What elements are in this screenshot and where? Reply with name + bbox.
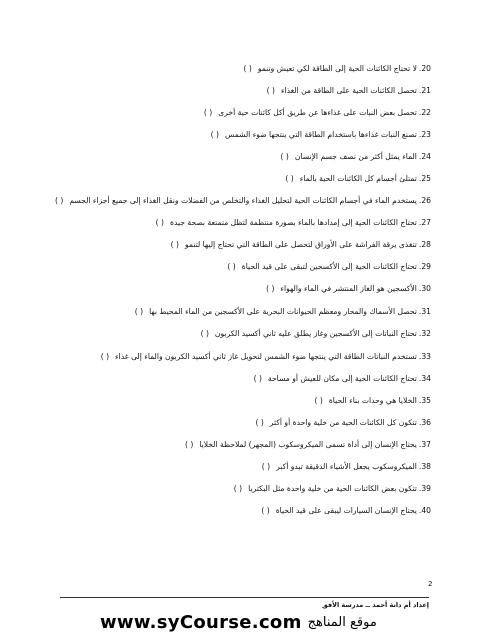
question-text: تحتاج الكائنات الحية إلى الأكسجين لتبقى على قيد الحياة (241, 261, 417, 271)
answer-blank: ( ) (255, 417, 264, 427)
question-item (234, 480, 431, 496)
question-item (262, 458, 431, 474)
answer-blank: ( ) (253, 373, 262, 383)
question-item (55, 192, 431, 208)
watermark-label: موقع المناهج (307, 614, 377, 630)
footer-divider (60, 597, 429, 598)
question-text: تحتاج الكائنات الحية إلى مكان للعيش أو مساحة (267, 373, 417, 383)
question-text: تصنع النبات غذاءها باستخدام الطاقة التي ينتجها ضوء الشمس (225, 129, 417, 139)
answer-blank: ( ) (261, 505, 270, 515)
question-text: يحتاج الإنسان السيارات ليبقى على قيد الحياة (275, 505, 417, 515)
question-number: 30. (418, 283, 431, 293)
question-item (185, 436, 431, 452)
watermark (100, 610, 377, 634)
question-item (267, 82, 431, 98)
question-number: 23. (418, 129, 431, 139)
question-number: 27. (418, 217, 431, 227)
question-item (201, 325, 431, 341)
question-item (211, 126, 431, 142)
answer-blank: ( ) (266, 85, 275, 95)
answer-blank: ( ) (55, 195, 64, 205)
answer-blank: ( ) (314, 395, 323, 405)
question-text: الخلايا هي وحدات بناء الحياة (328, 395, 417, 405)
answer-blank: ( ) (134, 306, 144, 316)
question-item (280, 148, 431, 164)
question-number: 26. (418, 195, 431, 205)
question-item (204, 104, 431, 120)
answer-blank: ( ) (243, 63, 252, 73)
question-item (255, 414, 431, 430)
question-number: 33. (418, 351, 431, 361)
answer-blank: ( ) (280, 151, 289, 161)
question-item (156, 214, 431, 230)
question-number: 22. (418, 107, 431, 117)
question-item (244, 60, 431, 76)
question-text: تمتلئ أجسام كل الكائنات الحية بالماء (299, 173, 417, 183)
answer-blank: ( ) (200, 328, 209, 338)
question-text: تتكون بعض الكائنات الحية من خلية واحدة مثل البكتريا (248, 483, 417, 493)
question-number: 20. (418, 63, 431, 73)
question-number: 29. (418, 261, 431, 271)
question-number: 32. (418, 328, 431, 338)
question-text: تستخدم النباتات الطاقة التي ينتجها ضوء الشمس لتحويل غاز ثاني أكسيد الكربون والماء إلى غذاء (115, 351, 417, 361)
question-number: 37. (418, 439, 431, 449)
question-item (266, 280, 431, 296)
question-text: يحتاج الإنسان إلى أداة تسمى الميكروسكوب (المجهر) لملاحظة الخلايا (199, 439, 417, 449)
question-number: 40. (418, 505, 431, 515)
question-item (171, 236, 431, 252)
question-number: 25. (418, 173, 431, 183)
question-item (314, 392, 431, 408)
page-number: 2 (428, 580, 433, 588)
answer-blank: ( ) (155, 217, 164, 227)
answer-blank: ( ) (203, 107, 213, 117)
question-item (135, 303, 431, 319)
answer-blank: ( ) (266, 283, 275, 293)
answer-blank: ( ) (100, 351, 110, 361)
question-text: تحصل الأسماك والمحار ومعظم الحيوانات البحرية على الأكسجين من الماء المحيط بها (149, 306, 417, 316)
footer-credit: إعداد أم دانة أحمد ــ مدرسة الأفق (321, 601, 429, 609)
question-text: الأكسجين هو الغاز المنتشر في الماء والهواء (280, 283, 417, 293)
question-item (261, 502, 431, 518)
answer-blank: ( ) (210, 129, 220, 139)
question-text: تتكون كل الكائنات الحية من خلية واحدة أو أكثر (269, 417, 417, 427)
question-text: لا تحتاج الكائنات الحية إلى الطاقة لكي تعيش وتنمو (257, 63, 417, 73)
question-item (285, 170, 431, 186)
question-number: 39. (418, 483, 431, 493)
question-text: تحتاج الكائنات الحية إلى إمدادها بالماء بصورة منتظمة لتظل متمتعة بصحة جيدة (170, 217, 417, 227)
question-item (254, 370, 431, 386)
question-item (101, 348, 431, 364)
question-number: 36. (418, 417, 431, 427)
question-text: تتغذى يرقة الفراشة على الأوراق لتحصل على الطاقة التي تحتاج إليها لتنمو (185, 239, 417, 249)
question-number: 35. (418, 395, 431, 405)
question-number: 31. (418, 306, 431, 316)
question-number: 34. (418, 373, 431, 383)
answer-blank: ( ) (261, 461, 271, 471)
question-text: تحصل الكائنات الحية على الطاقة من الغذاء (280, 85, 417, 95)
question-text: تحتاج النباتات إلى الأكسجين وغاز يطلق عليه ثاني أكسيد الكربون (214, 328, 417, 338)
question-number: 28. (418, 239, 431, 249)
question-number: 24. (418, 151, 431, 161)
question-text: تحصل بعض النبات على غذاءها عن طريق أكل كائنات حية أخرى (218, 107, 417, 117)
answer-blank: ( ) (233, 483, 243, 493)
question-item (227, 258, 431, 274)
question-text: الميكروسكوب يجعل الأشياء الدقيقة تبدو أكبر (276, 461, 417, 471)
answer-blank: ( ) (227, 261, 236, 271)
question-text: الماء يمثل أكثر من نصف جسم الإنسان (294, 151, 417, 161)
question-number: 21. (418, 85, 431, 95)
question-number: 38. (418, 461, 431, 471)
answer-blank: ( ) (184, 439, 194, 449)
question-text: يستخدم الماء في أجسام الكائنات الحية لتحليل الغذاء والتخلص من الفضلات ونقل الغذاء إلى جميع أجزاء الجسم (69, 195, 417, 205)
answer-blank: ( ) (170, 239, 179, 249)
watermark-site: www.syCourse.com (100, 611, 302, 633)
answer-blank: ( ) (285, 173, 294, 183)
